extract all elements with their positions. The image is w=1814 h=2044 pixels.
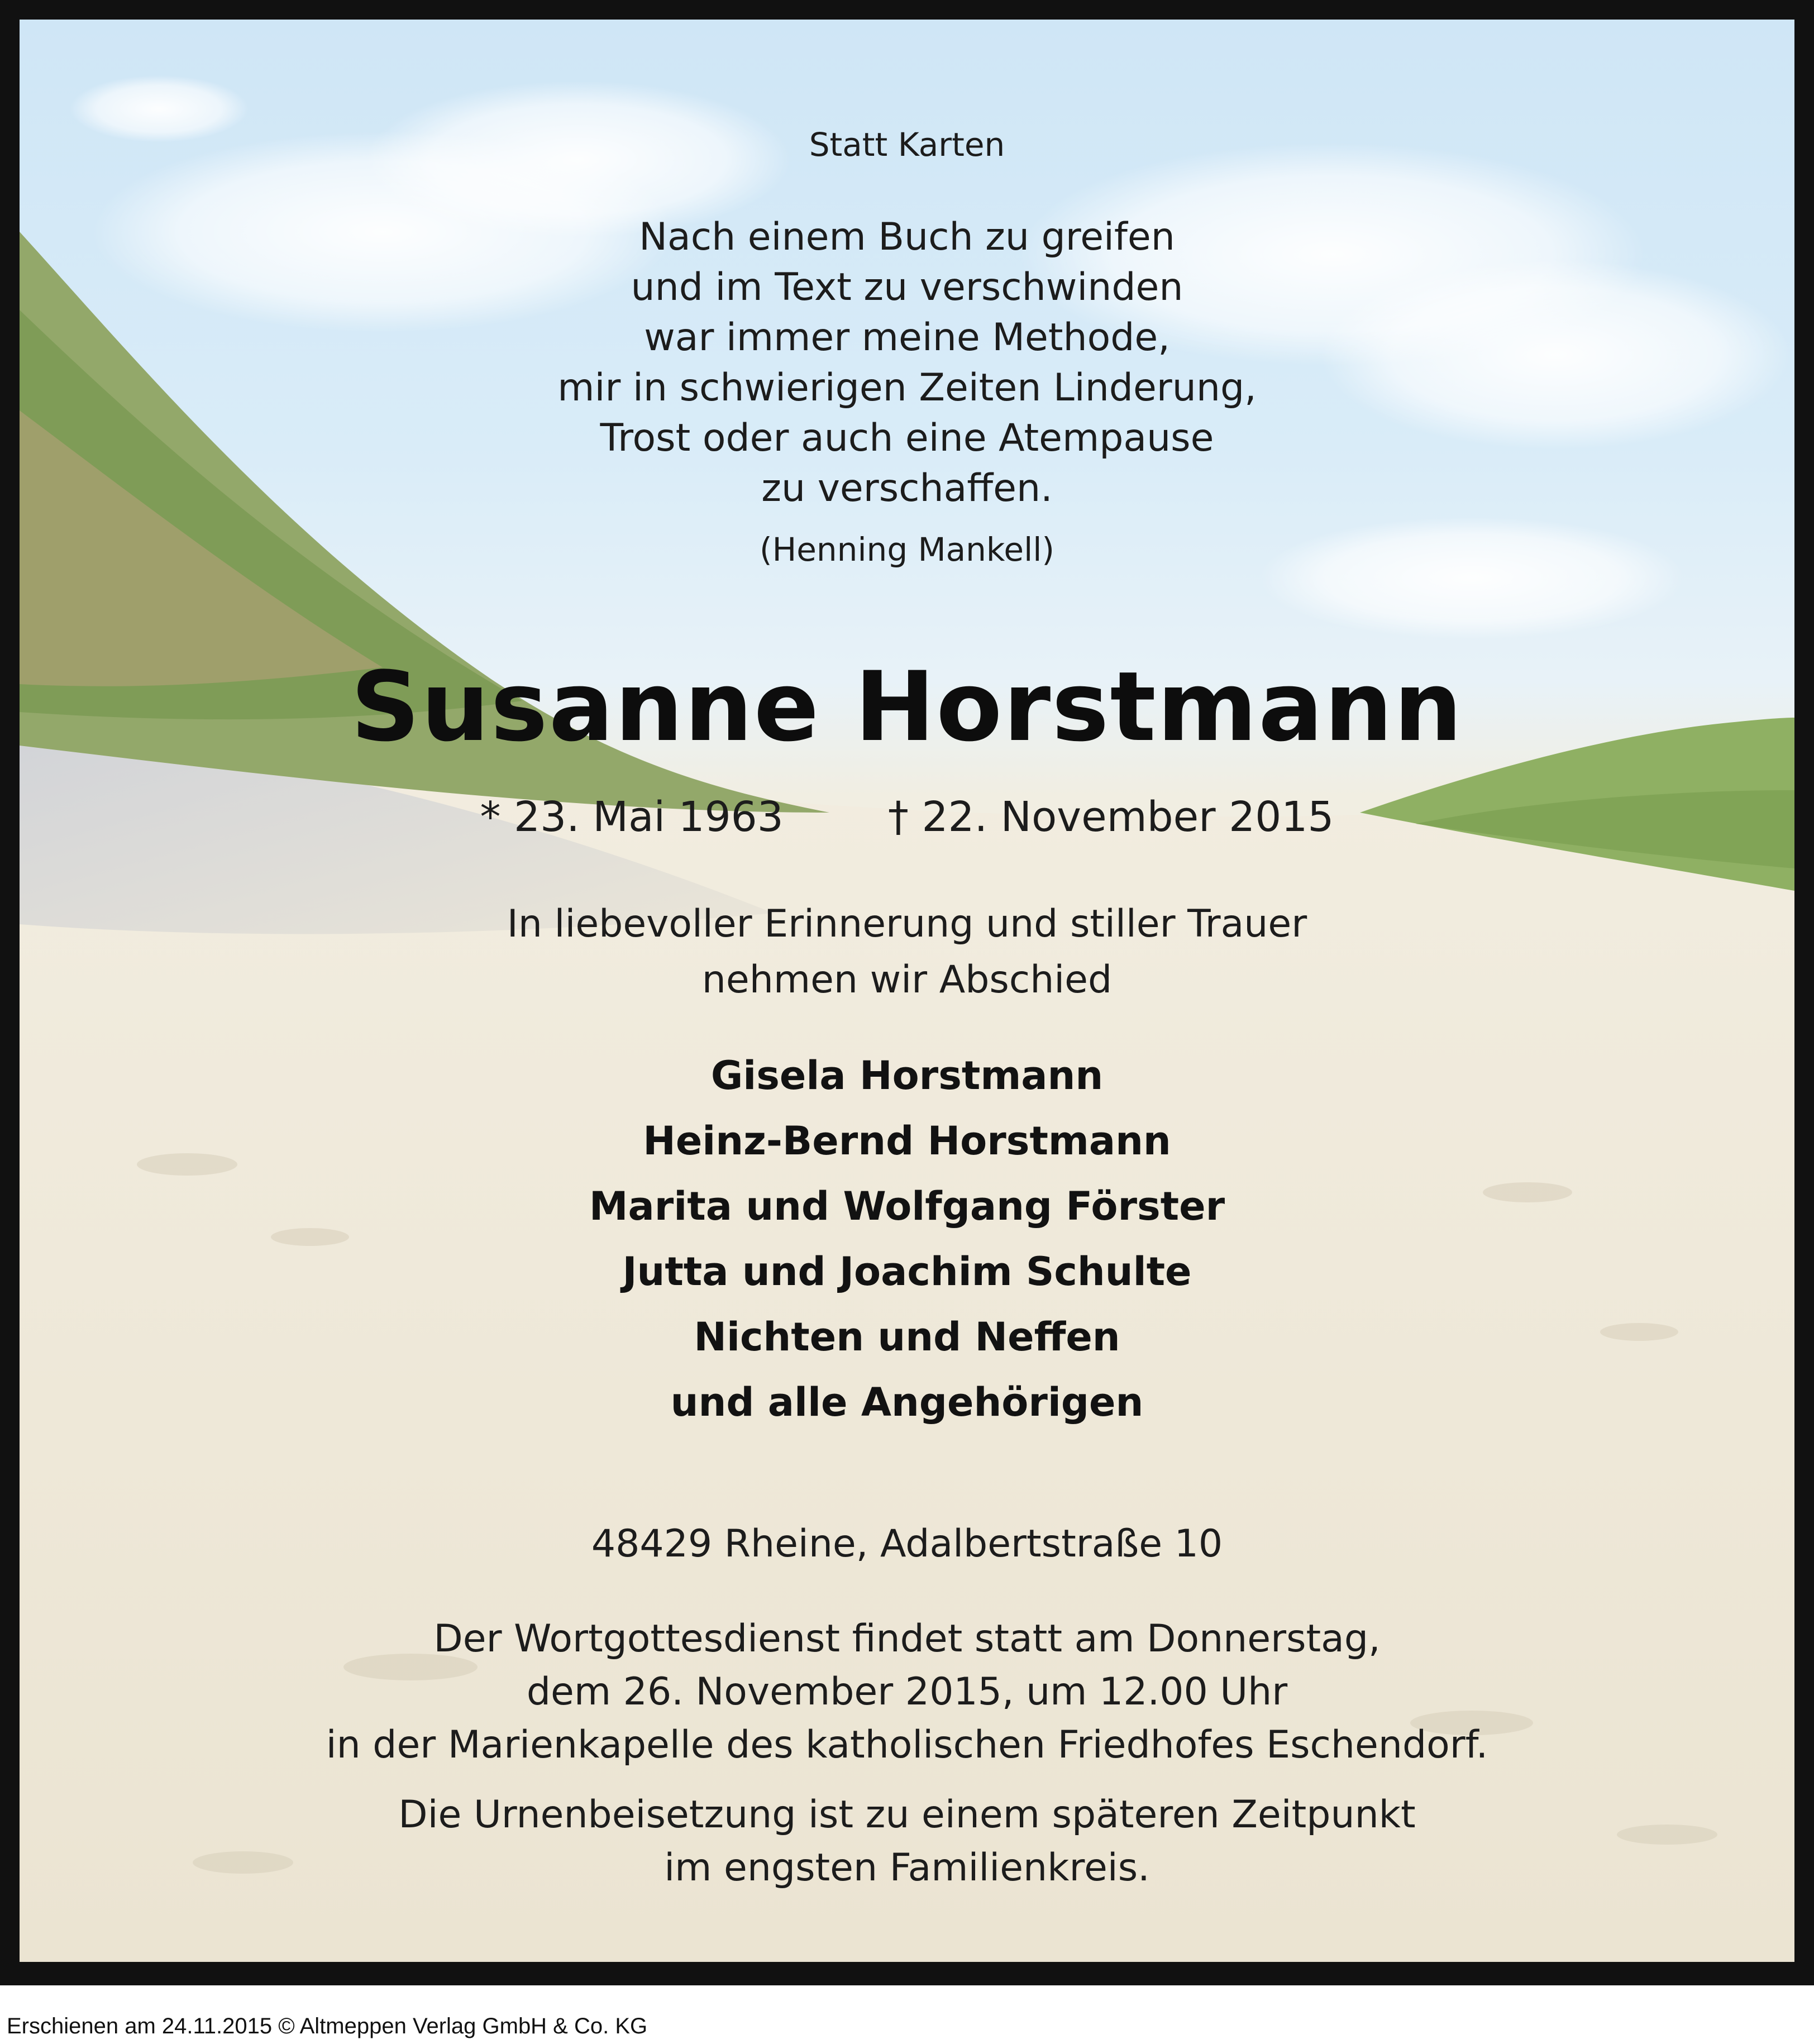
address: 48429 Rheine, Adalbertstraße 10 [591,1522,1223,1566]
poem-line: zu verschaffen. [761,466,1053,510]
poem-line: und im Text zu verschwinden [631,265,1183,309]
mourner-name: Gisela Horstmann [710,1053,1104,1099]
burial-line: Die Urnenbeisetzung ist zu einem späteren Zeitpunkt [398,1793,1416,1837]
poem-author: (Henning Mankell) [760,531,1054,569]
mourning-line: nehmen wir Abschied [701,958,1113,1002]
burial-line: im engsten Familienkreis. [664,1846,1150,1890]
mourner-name: und alle Angehörigen [670,1379,1144,1425]
mourner-name: Marita und Wolfgang Förster [589,1183,1225,1229]
poem-line: mir in schwierigen Zeiten Linderung, [557,366,1257,410]
poem-line: Nach einem Buch zu greifen [639,215,1175,259]
mourner-name: Jutta und Joachim Schulte [622,1249,1192,1295]
service-line: in der Marienkapelle des katholischen Friedhofes Eschendorf. [326,1723,1488,1767]
mourner-name: Nichten und Neffen [694,1314,1120,1360]
mourner-name: Heinz-Bernd Horstmann [643,1118,1171,1164]
poem-line: war immer meine Methode, [644,316,1170,360]
life-dates [20,793,1794,841]
birth-date: * 23. Mai 1963 [480,793,784,841]
deceased-name: Susanne Horstmann [351,651,1463,763]
service-line: Der Wortgottesdienst findet statt am Donnerstag, [433,1617,1381,1661]
mourning-line: In liebevoller Erinnerung und stiller Trauer [507,902,1307,946]
notice-panel [20,20,1794,1962]
statt-karten-heading: Statt Karten [809,126,1005,164]
service-line: dem 26. November 2015, um 12.00 Uhr [526,1670,1288,1714]
poem-line: Trost oder auch eine Atempause [600,416,1214,460]
death-date: † 22. November 2015 [887,793,1334,841]
publication-footer: Erschienen am 24.11.2015 © Altmeppen Verlag GmbH & Co. KG [7,2014,648,2038]
